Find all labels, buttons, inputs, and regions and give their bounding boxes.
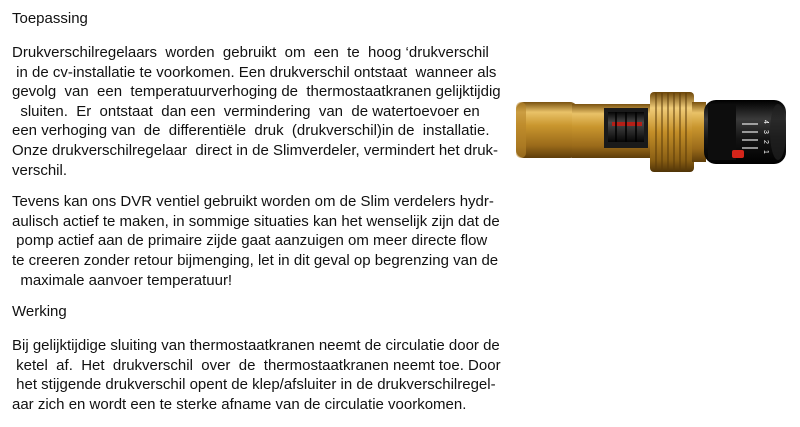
text-line: aulisch actief te maken, in sommige situaties kan het wenselijk zijn dat de bbox=[12, 212, 500, 230]
paragraph-toepassing-1 bbox=[12, 43, 512, 180]
indicator-mark bbox=[732, 150, 744, 158]
text-line: maximale aanvoer temperatuur! bbox=[12, 271, 233, 289]
text-line: te creeren zonder retour bijmenging, let in dit geval op begrenzing van de bbox=[12, 251, 499, 269]
heading-toepassing: Toepassing bbox=[12, 10, 88, 27]
text-line: in de cv-installatie te voorkomen. Een drukverschil ontstaat wanneer als bbox=[12, 63, 497, 81]
text-line: verschil. bbox=[12, 161, 68, 179]
threaded-nut bbox=[650, 92, 706, 172]
valve-image bbox=[512, 88, 792, 176]
text-line: sluiten. Er ontstaat dan een vermindering van de watertoevoer en bbox=[12, 102, 480, 120]
text-line: aar zich en wordt een te sterke afname van de circulatie voorkomen. bbox=[12, 395, 467, 413]
text-line: het stijgende drukverschil opent de klep/afsluiter in de drukverschilregel- bbox=[12, 376, 496, 394]
heading-werking: Werking bbox=[12, 303, 67, 321]
brass-body bbox=[516, 102, 652, 158]
text-line: ketel af. Het drukverschil over de thermostaatkranen neemt toe. Door bbox=[12, 356, 501, 374]
paragraph-werking bbox=[12, 336, 512, 414]
text-line: Drukverschilregelaars worden gebruikt om een te hoog ‘drukverschil bbox=[12, 44, 489, 61]
dial-mark: 2 bbox=[762, 140, 769, 144]
text-line: pomp actief aan de primaire zijde gaat aanzuigen om meer directe flow bbox=[12, 232, 488, 250]
text-column bbox=[12, 9, 512, 427]
text-line: een verhoging van de differentiële druk (drukverschil)in de installatie. bbox=[12, 122, 490, 140]
text-line: Onze drukverschilregelaar direct in de Slimverdeler, vermindert het druk- bbox=[12, 141, 499, 159]
dial-mark: 3 bbox=[762, 130, 769, 134]
text-line: Bij gelijktijdige sluiting van thermostaatkranen neemt de circulatie door de bbox=[12, 337, 500, 355]
paragraph-toepassing-2 bbox=[12, 192, 512, 290]
dial-cap bbox=[704, 100, 786, 164]
text-line: Tevens kan ons DVR ventiel gebruikt worden om de Slim verdelers hydr- bbox=[12, 193, 494, 211]
dial-mark: 1 bbox=[762, 150, 769, 154]
dial-mark: 4 bbox=[762, 120, 769, 124]
text-line: gevolg van een temperatuurverhoging de thermostaatkranen gelijktijdig bbox=[12, 83, 501, 101]
